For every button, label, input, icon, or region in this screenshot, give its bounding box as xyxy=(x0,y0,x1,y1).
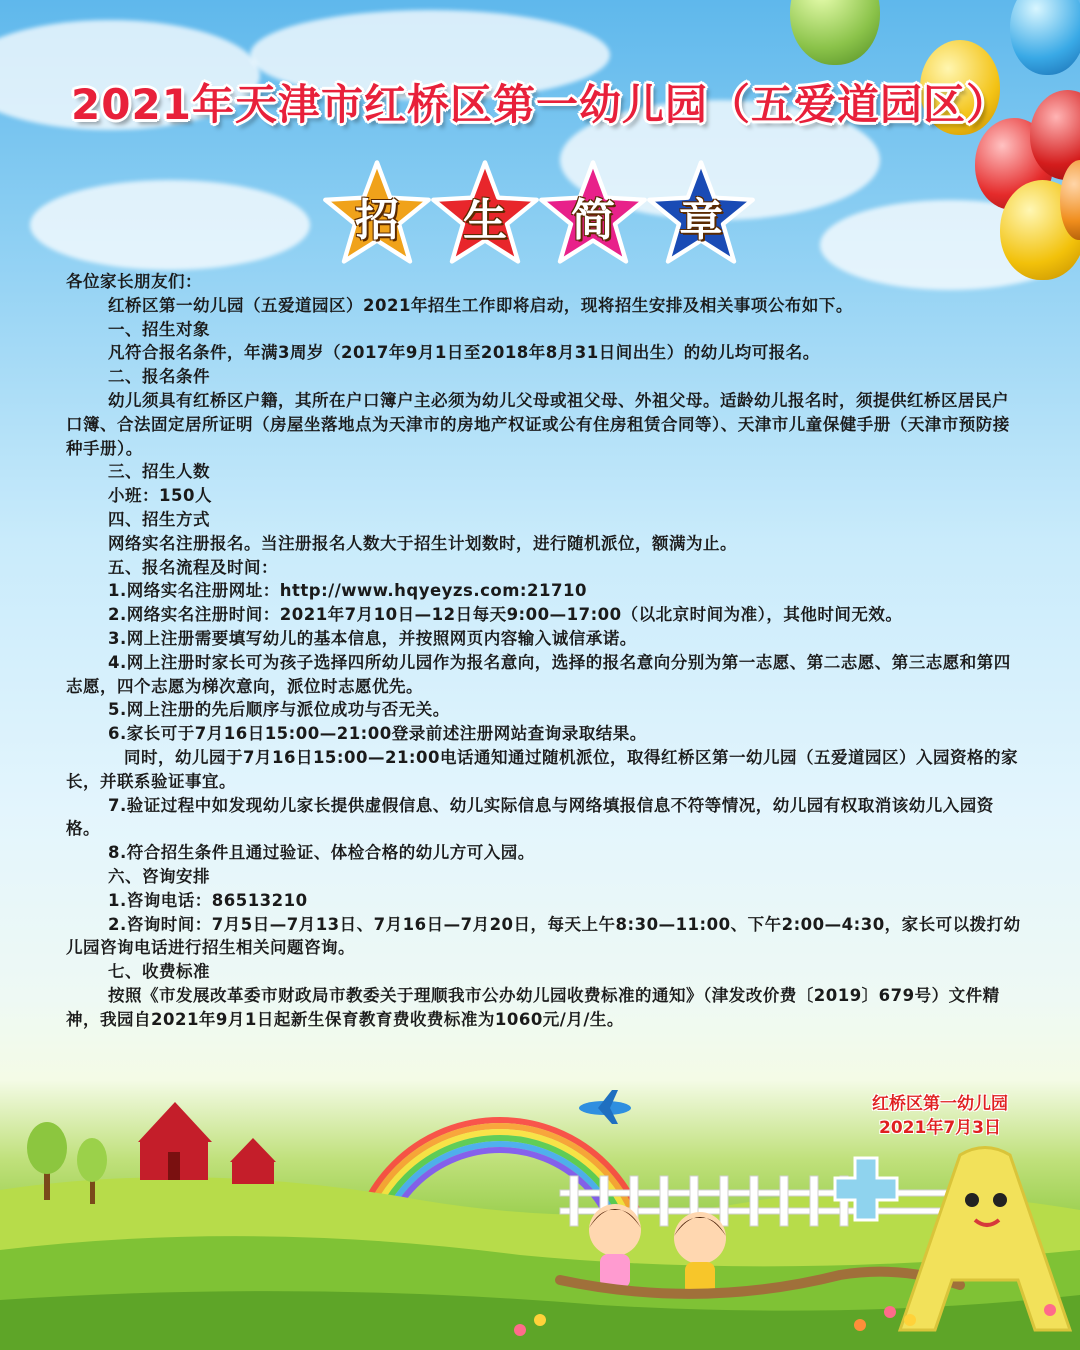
section-text: 2.网络实名注册时间：2021年7月10日—12日每天9:00—17:00（以北京时间为准），其他时间无效。 xyxy=(108,605,903,625)
section-text: 6.家长可于7月16日15:00—21:00登录前述注册网站查询录取结果。 xyxy=(108,724,647,744)
airplane-icon xyxy=(579,1090,631,1124)
cloud-decoration xyxy=(30,180,310,270)
section-text: 网络实名注册报名。当注册报名人数大于招生计划数时，进行随机派位，额满为止。 xyxy=(108,533,737,553)
section-text: 8.符合招生条件且通过验证、体检合格的幼儿方可入园。 xyxy=(108,843,535,863)
section-heading: 五、报名流程及时间： xyxy=(108,557,278,577)
section-heading: 六、咨询安排 xyxy=(108,866,210,886)
banner-char: 生 xyxy=(463,195,507,246)
section-text: 凡符合报名条件，年满3周岁（2017年9月1日至2018年8月31日间出生）的幼儿均可报名。 xyxy=(108,343,820,363)
house-decoration xyxy=(138,1102,276,1184)
section-heading: 七、收费标准 xyxy=(108,962,210,982)
announcement-body xyxy=(66,270,1021,1032)
banner-char: 招 xyxy=(355,195,399,246)
balloon-decoration xyxy=(790,0,880,65)
greeting: 各位家长朋友们： xyxy=(66,272,202,291)
signature-org: 红桥区第一幼儿园 xyxy=(872,1094,1008,1114)
page-title: 2021年天津市红桥区第一幼儿园（五爱道园区） xyxy=(71,80,1009,129)
section-text: 2.咨询时间：7月5日—7月13日、7月16日—7月20日，每天上午8:30—11:00、下午2:00—4:30，家长可以拨打幼儿园咨询电话进行招生相关问题咨询。 xyxy=(66,914,1021,958)
section-heading: 一、招生对象 xyxy=(108,319,210,339)
banner-star xyxy=(538,160,648,265)
banner-star xyxy=(646,160,756,265)
section-heading: 四、招生方式 xyxy=(108,509,210,529)
section-text: 幼儿须具有红桥区户籍，其所在户口簿户主必须为幼儿父母或祖父母、外祖父母。适龄幼儿报名时，须提供红桥区居民户口簿、合法固定居所证明（房屋坐落地点为天津市的房地产权证或公有住房租赁合同等）、天津市儿童保健手册（天津市预防接种手册）。 xyxy=(66,390,1010,458)
section-text: 3.网上注册需要填写幼儿的基本信息，并按照网页内容输入诚信承诺。 xyxy=(108,628,637,648)
banner-star xyxy=(322,160,432,265)
intro-paragraph: 红桥区第一幼儿园（五爱道园区）2021年招生工作即将启动，现将招生安排及相关事项公布如下。 xyxy=(108,295,853,315)
banner-char: 章 xyxy=(679,195,723,246)
section-heading: 二、报名条件 xyxy=(108,367,210,387)
landscape-illustration xyxy=(0,1080,1080,1350)
banner-stars xyxy=(322,160,762,270)
section-text: 小班：150人 xyxy=(108,486,212,506)
section-text: 5.网上注册的先后顺序与派位成功与否无关。 xyxy=(108,700,450,720)
section-heading: 三、招生人数 xyxy=(108,462,210,482)
section-text: 同时，幼儿园于7月16日15:00—21:00电话通知通过随机派位，取得红桥区第一幼儿园（五爱道园区）入园资格的家长，并联系验证事宜。 xyxy=(66,747,1018,791)
section-text: 按照《市发展改革委市财政局市教委关于理顺我市公办幼儿园收费标准的通知》（津发改价费〔2019〕679号）文件精神，我园自2021年9月1日起新生保育教育费收费标准为1060元/月/生。 xyxy=(66,985,1000,1029)
banner-char: 简 xyxy=(571,195,615,246)
section-text: 4.网上注册时家长可为孩子选择四所幼儿园作为报名意向，选择的报名意向分别为第一志愿、第二志愿、第三志愿和第四志愿，四个志愿为梯次意向，派位时志愿优先。 xyxy=(66,652,1011,696)
section-text: 1.网络实名注册网址：http://www.hqyeyzs.com:21710 xyxy=(108,581,587,601)
section-text: 1.咨询电话：86513210 xyxy=(108,890,308,910)
signature-date: 2021年7月3日 xyxy=(879,1118,1001,1138)
section-text: 7.验证过程中如发现幼儿家长提供虚假信息、幼儿实际信息与网络填报信息不符等情况，幼儿园有权取消该幼儿入园资格。 xyxy=(66,795,994,839)
balloon-decoration xyxy=(1010,0,1080,75)
banner-star xyxy=(430,160,540,265)
